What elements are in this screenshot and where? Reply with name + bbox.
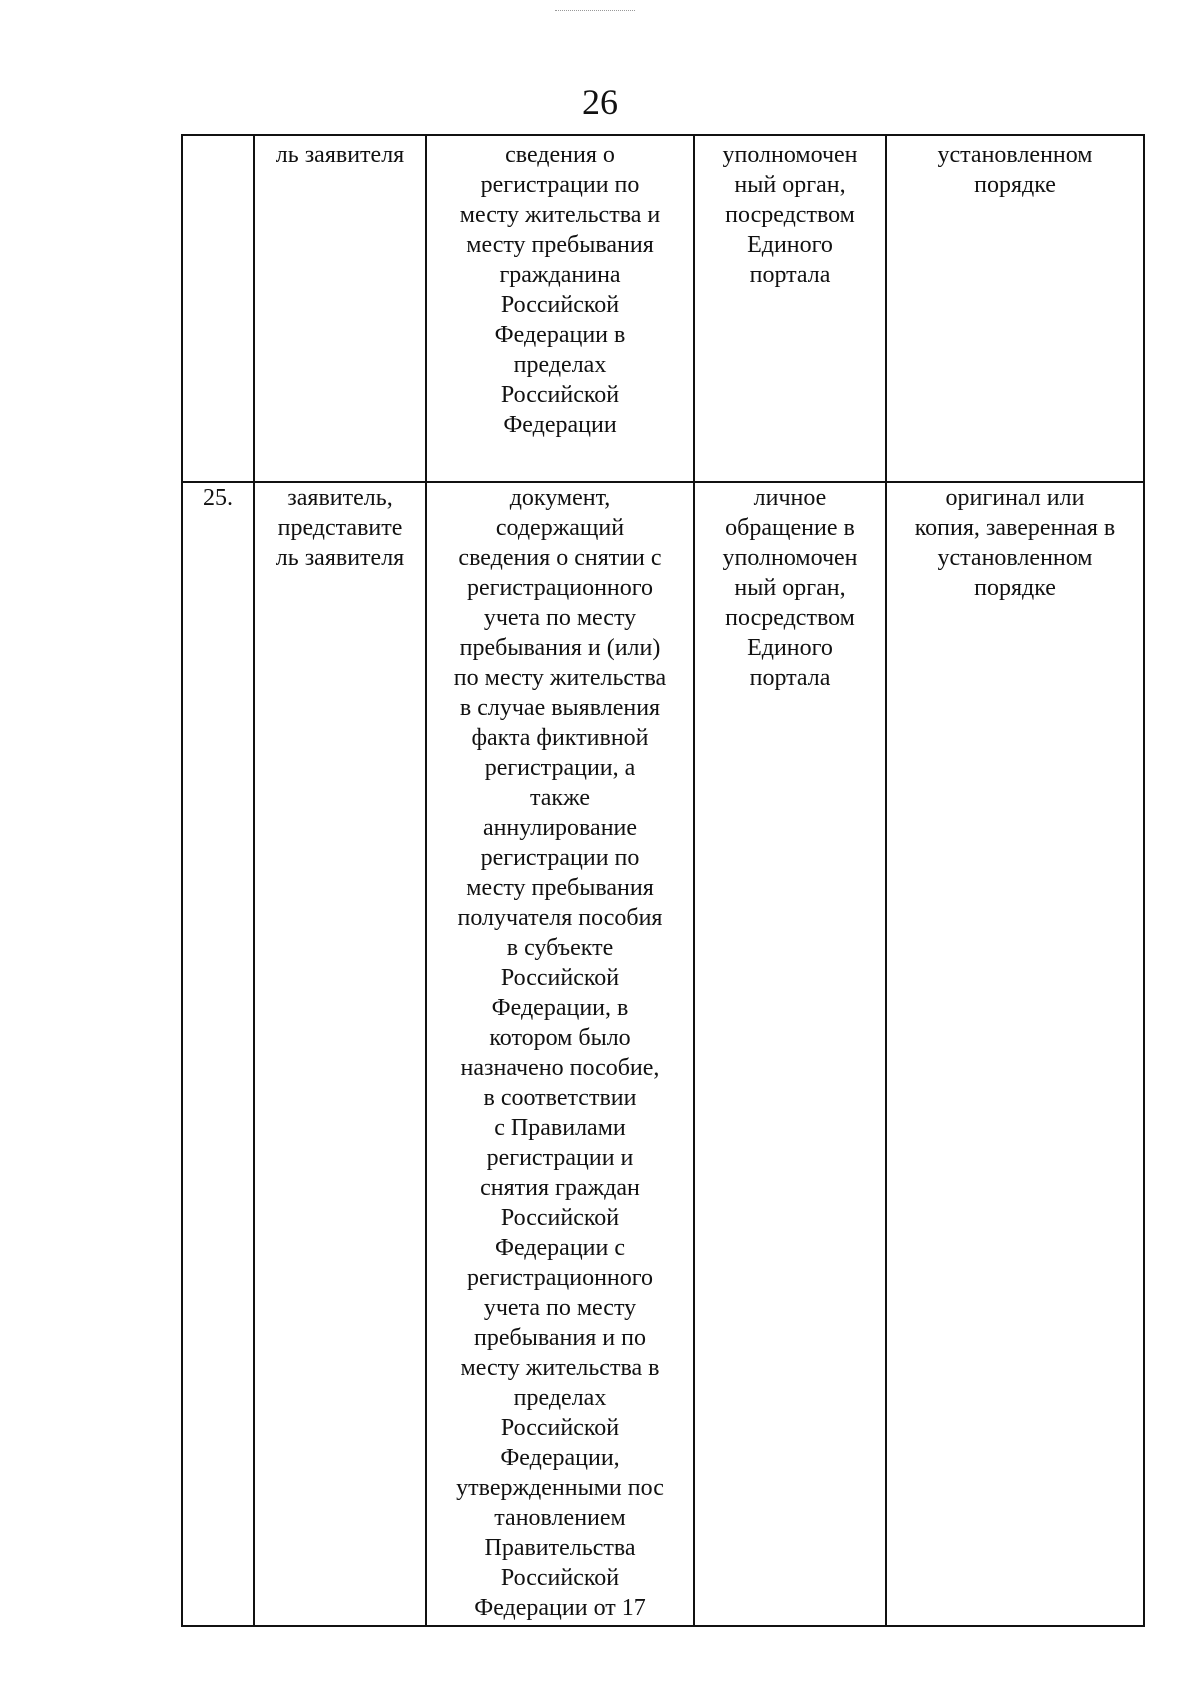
cell-line: факта фиктивной: [471, 725, 649, 751]
cell-line: сведения о снятии с: [458, 545, 662, 571]
cell-line: обращение в: [725, 515, 855, 541]
cell-line: заявитель,: [287, 485, 393, 511]
cell-line: пребывания и по: [474, 1325, 646, 1351]
cell-line: личное: [753, 485, 827, 511]
cell-line: месту жительства в: [460, 1355, 660, 1381]
cell-line: утвержденными пос: [456, 1475, 664, 1501]
cell-line: Российской: [500, 1415, 620, 1441]
cell-line: ный орган,: [734, 172, 846, 198]
cell-line: снятия граждан: [480, 1175, 640, 1201]
cell-line: ль заявителя: [275, 142, 405, 168]
cell-document: [426, 135, 694, 482]
table-row-25: [182, 482, 1144, 1626]
cell-line: регистрации по: [480, 172, 640, 198]
cell-line: Российской: [500, 292, 620, 318]
cell-line: гражданина: [499, 262, 621, 288]
cell-line: Федерации: [503, 412, 617, 438]
cell-line: с Правилами: [494, 1115, 626, 1141]
cell-line: регистрационного: [466, 1265, 654, 1291]
cell-method: [694, 482, 886, 1626]
cell-line: представите: [277, 515, 403, 541]
cell-line: Федерации, в: [491, 995, 629, 1021]
cell-line: также: [529, 785, 590, 811]
cell-line: учета по месту: [483, 1295, 637, 1321]
cell-line: по месту жительства: [453, 665, 667, 691]
cell-line: в случае выявления: [459, 695, 661, 721]
cell-line: тановлением: [494, 1505, 626, 1531]
cell-form: [886, 135, 1144, 482]
cell-method: [694, 135, 886, 482]
cell-line: Правительства: [484, 1535, 636, 1561]
cell-line: ный орган,: [734, 575, 846, 601]
cell-number: [182, 135, 254, 482]
cell-document: [426, 482, 694, 1626]
cell-line: содержащий: [495, 515, 625, 541]
cell-line: оригинал или: [945, 485, 1085, 511]
cell-line: Единого: [747, 232, 833, 258]
requirements-table: [181, 134, 1145, 1627]
cell-line: назначено пособие,: [460, 1055, 660, 1081]
cell-line: Федерации в: [494, 322, 626, 348]
cell-line: портала: [749, 665, 831, 691]
cell-line: пребывания и (или): [459, 635, 661, 661]
cell-line: регистрации и: [486, 1145, 634, 1171]
cell-line: регистрационного: [466, 575, 654, 601]
cell-line: ль заявителя: [275, 545, 405, 571]
cell-line: регистрации, а: [484, 755, 636, 781]
cell-line: порядке: [974, 172, 1056, 198]
cell-line: в субъекте: [506, 935, 614, 961]
cell-applicant: [254, 135, 426, 482]
cell-line: сведения о: [505, 142, 615, 168]
cell-applicant: [254, 482, 426, 1626]
cell-line: Российской: [500, 965, 620, 991]
cell-number: 25.: [182, 482, 254, 1626]
cell-line: порядке: [974, 575, 1056, 601]
cell-line: Российской: [500, 382, 620, 408]
cell-line: пределах: [513, 1385, 607, 1411]
cell-line: Федерации,: [500, 1445, 620, 1471]
cell-line: посредством: [725, 605, 855, 631]
cell-form: [886, 482, 1144, 1626]
cell-line: месту пребывания: [466, 875, 654, 901]
cell-line: котором было: [489, 1025, 631, 1051]
cell-line: аннулирование: [482, 815, 638, 841]
cell-line: портала: [749, 262, 831, 288]
cell-line: Федерации с: [495, 1235, 625, 1261]
cell-line: копия, заверенная в: [914, 515, 1116, 541]
cell-line: в соответствии: [483, 1085, 637, 1111]
cell-line: пределах: [513, 352, 607, 378]
cell-line: Единого: [747, 635, 833, 661]
table-row-continued: [182, 135, 1144, 482]
cell-line: месту пребывания: [466, 232, 654, 258]
page-number: 26: [582, 82, 618, 122]
cell-line: уполномочен: [722, 142, 858, 168]
cell-line: Российской: [500, 1205, 620, 1231]
cell-line: Федерации от 17: [474, 1595, 646, 1621]
cell-line: установленном: [937, 545, 1093, 571]
cell-line: посредством: [725, 202, 855, 228]
scan-artifact: [555, 10, 635, 13]
cell-line: документ,: [509, 485, 611, 511]
cell-line: учета по месту: [483, 605, 637, 631]
cell-line: регистрации по: [480, 845, 640, 871]
cell-line: установленном: [937, 142, 1093, 168]
cell-line: уполномочен: [722, 545, 858, 571]
cell-line: получателя пособия: [457, 905, 663, 931]
cell-line: месту жительства и: [459, 202, 661, 228]
cell-line: Российской: [500, 1565, 620, 1591]
